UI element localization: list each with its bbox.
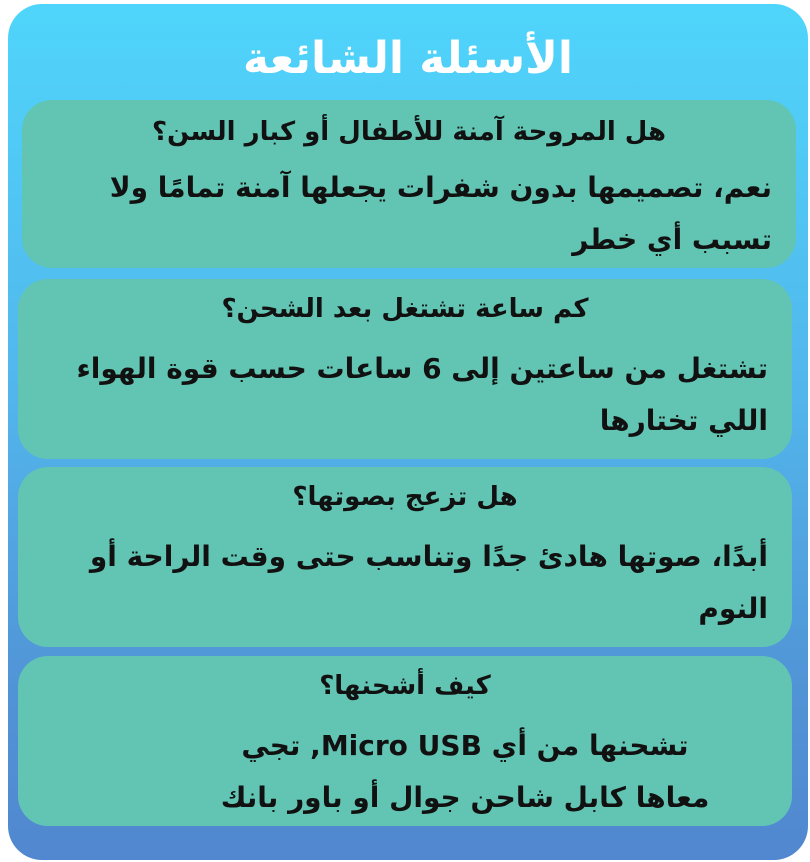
faq-item [18, 279, 792, 459]
faq-item [18, 467, 792, 647]
faq-question: هل المروحة آمنة للأطفال أو كبار السن؟ [151, 117, 667, 147]
faq-item [22, 100, 796, 268]
faq-item [18, 656, 792, 826]
faq-panel [8, 4, 808, 860]
faq-answer: نعم، تصميمها بدون شفرات يجعلها آمنة تمامًا ولا تسبب أي خطر [109, 171, 772, 256]
faq-answer: تشتغل من ساعتين إلى 6 ساعات حسب قوة الهواء اللي تختارها [76, 352, 768, 437]
faq-answer: تشحنها من أي Micro USB, تجي معاها كابل شاحن جوال أو باور بانك [220, 729, 710, 814]
faq-answer: أبدًا، صوتها هادئ جدًا وتناسب حتى وقت الراحة أو النوم [89, 540, 768, 625]
faq-question: كم ساعة تشتغل بعد الشحن؟ [221, 294, 589, 324]
faq-question: كيف أشحنها؟ [319, 671, 491, 701]
faq-question: هل تزعج بصوتها؟ [292, 482, 518, 512]
faq-title: الأسئلة الشائعة [243, 33, 573, 84]
